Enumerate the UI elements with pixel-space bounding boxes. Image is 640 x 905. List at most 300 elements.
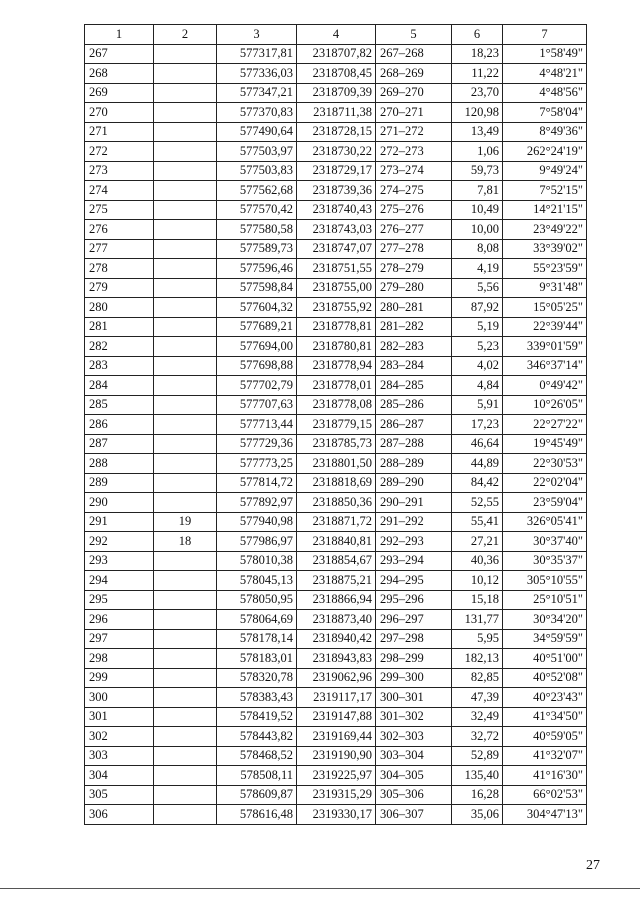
x-coordinate-cell: 578064,69	[217, 610, 297, 630]
point-id-cell: 296	[85, 610, 154, 630]
segment-cell: 290–291	[376, 493, 452, 513]
bearing-cell: 10°26'05"	[503, 395, 587, 415]
marker-cell	[154, 142, 217, 162]
point-id-cell: 268	[85, 64, 154, 84]
segment-cell: 277–278	[376, 239, 452, 259]
length-cell: 4,02	[452, 356, 503, 376]
bearing-cell: 41°16'30"	[503, 766, 587, 786]
x-coordinate-cell: 577589,73	[217, 239, 297, 259]
length-cell: 11,22	[452, 64, 503, 84]
x-coordinate-cell: 577370,83	[217, 103, 297, 123]
segment-cell: 282–283	[376, 337, 452, 357]
length-cell: 55,41	[452, 512, 503, 532]
bearing-cell: 22°02'04"	[503, 473, 587, 493]
segment-cell: 286–287	[376, 415, 452, 435]
y-coordinate-cell: 2318840,81	[297, 532, 376, 552]
y-coordinate-cell: 2318871,72	[297, 512, 376, 532]
length-cell: 135,40	[452, 766, 503, 786]
x-coordinate-cell: 578508,11	[217, 766, 297, 786]
table-row	[85, 454, 587, 474]
column-header: 7	[503, 25, 587, 45]
point-id-cell: 304	[85, 766, 154, 786]
x-coordinate-cell: 577580,58	[217, 220, 297, 240]
marker-cell	[154, 688, 217, 708]
bearing-cell: 34°59'59"	[503, 629, 587, 649]
length-cell: 87,92	[452, 298, 503, 318]
point-id-cell: 270	[85, 103, 154, 123]
marker-cell	[154, 317, 217, 337]
bearing-cell: 305°10'55"	[503, 571, 587, 591]
table-row	[85, 239, 587, 259]
point-id-cell: 283	[85, 356, 154, 376]
marker-cell	[154, 259, 217, 279]
bearing-cell: 40°59'05"	[503, 727, 587, 747]
marker-cell	[154, 200, 217, 220]
segment-cell: 267–268	[376, 44, 452, 64]
table-row	[85, 590, 587, 610]
coordinates-table	[84, 24, 587, 825]
table-row	[85, 688, 587, 708]
marker-cell: 18	[154, 532, 217, 552]
x-coordinate-cell: 577698,88	[217, 356, 297, 376]
marker-cell	[154, 122, 217, 142]
bearing-cell: 22°30'53"	[503, 454, 587, 474]
y-coordinate-cell: 2318785,73	[297, 434, 376, 454]
table-row	[85, 259, 587, 279]
marker-cell	[154, 649, 217, 669]
marker-cell	[154, 103, 217, 123]
length-cell: 52,55	[452, 493, 503, 513]
y-coordinate-cell: 2318778,08	[297, 395, 376, 415]
point-id-cell: 295	[85, 590, 154, 610]
y-coordinate-cell: 2319147,88	[297, 707, 376, 727]
x-coordinate-cell: 577503,83	[217, 161, 297, 181]
x-coordinate-cell: 578320,78	[217, 668, 297, 688]
table-row	[85, 181, 587, 201]
segment-cell: 288–289	[376, 454, 452, 474]
bearing-cell: 4°48'21"	[503, 64, 587, 84]
point-id-cell: 300	[85, 688, 154, 708]
y-coordinate-cell: 2318818,69	[297, 473, 376, 493]
table-row	[85, 649, 587, 669]
segment-cell: 289–290	[376, 473, 452, 493]
x-coordinate-cell: 577570,42	[217, 200, 297, 220]
table-row	[85, 610, 587, 630]
y-coordinate-cell: 2318740,43	[297, 200, 376, 220]
y-coordinate-cell: 2318801,50	[297, 454, 376, 474]
x-coordinate-cell: 577773,25	[217, 454, 297, 474]
point-id-cell: 271	[85, 122, 154, 142]
y-coordinate-cell: 2318780,81	[297, 337, 376, 357]
point-id-cell: 273	[85, 161, 154, 181]
bearing-cell: 66°02'53"	[503, 785, 587, 805]
y-coordinate-cell: 2318866,94	[297, 590, 376, 610]
length-cell: 32,49	[452, 707, 503, 727]
length-cell: 120,98	[452, 103, 503, 123]
segment-cell: 305–306	[376, 785, 452, 805]
segment-cell: 272–273	[376, 142, 452, 162]
x-coordinate-cell: 578010,38	[217, 551, 297, 571]
point-id-cell: 277	[85, 239, 154, 259]
segment-cell: 299–300	[376, 668, 452, 688]
segment-cell: 293–294	[376, 551, 452, 571]
length-cell: 84,42	[452, 473, 503, 493]
length-cell: 13,49	[452, 122, 503, 142]
length-cell: 1,06	[452, 142, 503, 162]
table-row	[85, 493, 587, 513]
y-coordinate-cell: 2318729,17	[297, 161, 376, 181]
point-id-cell: 275	[85, 200, 154, 220]
bearing-cell: 55°23'59"	[503, 259, 587, 279]
y-coordinate-cell: 2318728,15	[297, 122, 376, 142]
bearing-cell: 346°37'14"	[503, 356, 587, 376]
point-id-cell: 280	[85, 298, 154, 318]
x-coordinate-cell: 577814,72	[217, 473, 297, 493]
length-cell: 17,23	[452, 415, 503, 435]
bearing-cell: 40°51'00"	[503, 649, 587, 669]
bearing-cell: 14°21'15"	[503, 200, 587, 220]
marker-cell	[154, 83, 217, 103]
point-id-cell: 290	[85, 493, 154, 513]
segment-cell: 291–292	[376, 512, 452, 532]
marker-cell	[154, 493, 217, 513]
page-number: 27	[586, 858, 600, 873]
bearing-cell: 7°58'04"	[503, 103, 587, 123]
table-row	[85, 707, 587, 727]
x-coordinate-cell: 577490,64	[217, 122, 297, 142]
point-id-cell: 269	[85, 83, 154, 103]
length-cell: 18,23	[452, 44, 503, 64]
point-id-cell: 286	[85, 415, 154, 435]
marker-cell	[154, 785, 217, 805]
length-cell: 5,19	[452, 317, 503, 337]
table-row	[85, 473, 587, 493]
y-coordinate-cell: 2318940,42	[297, 629, 376, 649]
bearing-cell: 23°59'04"	[503, 493, 587, 513]
length-cell: 7,81	[452, 181, 503, 201]
point-id-cell: 306	[85, 805, 154, 825]
y-coordinate-cell: 2318778,94	[297, 356, 376, 376]
length-cell: 27,21	[452, 532, 503, 552]
point-id-cell: 284	[85, 376, 154, 396]
column-header: 6	[452, 25, 503, 45]
segment-cell: 283–284	[376, 356, 452, 376]
table-row	[85, 103, 587, 123]
point-id-cell: 303	[85, 746, 154, 766]
marker-cell	[154, 590, 217, 610]
x-coordinate-cell: 577347,21	[217, 83, 297, 103]
bearing-cell: 22°39'44"	[503, 317, 587, 337]
point-id-cell: 291	[85, 512, 154, 532]
bearing-cell: 326°05'41"	[503, 512, 587, 532]
x-coordinate-cell: 578183,01	[217, 649, 297, 669]
x-coordinate-cell: 577729,36	[217, 434, 297, 454]
segment-cell: 280–281	[376, 298, 452, 318]
point-id-cell: 274	[85, 181, 154, 201]
table-row	[85, 668, 587, 688]
length-cell: 15,18	[452, 590, 503, 610]
x-coordinate-cell: 578045,13	[217, 571, 297, 591]
table-row	[85, 551, 587, 571]
marker-cell: 19	[154, 512, 217, 532]
point-id-cell: 276	[85, 220, 154, 240]
x-coordinate-cell: 577986,97	[217, 532, 297, 552]
y-coordinate-cell: 2318873,40	[297, 610, 376, 630]
marker-cell	[154, 220, 217, 240]
x-coordinate-cell: 577604,32	[217, 298, 297, 318]
bearing-cell: 40°23'43"	[503, 688, 587, 708]
bearing-cell: 7°52'15"	[503, 181, 587, 201]
point-id-cell: 298	[85, 649, 154, 669]
marker-cell	[154, 64, 217, 84]
segment-cell: 301–302	[376, 707, 452, 727]
x-coordinate-cell: 577596,46	[217, 259, 297, 279]
bearing-cell: 30°37'40"	[503, 532, 587, 552]
bearing-cell: 41°32'07"	[503, 746, 587, 766]
marker-cell	[154, 181, 217, 201]
marker-cell	[154, 668, 217, 688]
length-cell: 59,73	[452, 161, 503, 181]
table-row	[85, 571, 587, 591]
table-row	[85, 629, 587, 649]
marker-cell	[154, 629, 217, 649]
bearing-cell: 33°39'02"	[503, 239, 587, 259]
x-coordinate-cell: 578609,87	[217, 785, 297, 805]
table-body	[85, 44, 587, 824]
segment-cell: 300–301	[376, 688, 452, 708]
x-coordinate-cell: 578178,14	[217, 629, 297, 649]
segment-cell: 271–272	[376, 122, 452, 142]
segment-cell: 294–295	[376, 571, 452, 591]
table-row	[85, 337, 587, 357]
marker-cell	[154, 766, 217, 786]
table-row	[85, 356, 587, 376]
marker-cell	[154, 551, 217, 571]
marker-cell	[154, 571, 217, 591]
y-coordinate-cell: 2319169,44	[297, 727, 376, 747]
marker-cell	[154, 376, 217, 396]
x-coordinate-cell: 577562,68	[217, 181, 297, 201]
y-coordinate-cell: 2318730,22	[297, 142, 376, 162]
bearing-cell: 25°10'51"	[503, 590, 587, 610]
length-cell: 5,56	[452, 278, 503, 298]
y-coordinate-cell: 2318854,67	[297, 551, 376, 571]
bearing-cell: 19°45'49"	[503, 434, 587, 454]
bearing-cell: 339°01'59"	[503, 337, 587, 357]
column-header: 3	[217, 25, 297, 45]
point-id-cell: 287	[85, 434, 154, 454]
y-coordinate-cell: 2318709,39	[297, 83, 376, 103]
segment-cell: 284–285	[376, 376, 452, 396]
segment-cell: 274–275	[376, 181, 452, 201]
bearing-cell: 41°34'50"	[503, 707, 587, 727]
y-coordinate-cell: 2318755,00	[297, 278, 376, 298]
segment-cell: 270–271	[376, 103, 452, 123]
point-id-cell: 297	[85, 629, 154, 649]
point-id-cell: 289	[85, 473, 154, 493]
length-cell: 16,28	[452, 785, 503, 805]
bearing-cell: 30°35'37"	[503, 551, 587, 571]
length-cell: 44,89	[452, 454, 503, 474]
segment-cell: 296–297	[376, 610, 452, 630]
y-coordinate-cell: 2318755,92	[297, 298, 376, 318]
marker-cell	[154, 395, 217, 415]
y-coordinate-cell: 2318779,15	[297, 415, 376, 435]
length-cell: 35,06	[452, 805, 503, 825]
marker-cell	[154, 239, 217, 259]
y-coordinate-cell: 2319225,97	[297, 766, 376, 786]
segment-cell: 275–276	[376, 200, 452, 220]
marker-cell	[154, 415, 217, 435]
segment-cell: 281–282	[376, 317, 452, 337]
column-header: 4	[297, 25, 376, 45]
marker-cell	[154, 610, 217, 630]
bearing-cell: 9°49'24"	[503, 161, 587, 181]
length-cell: 10,49	[452, 200, 503, 220]
point-id-cell: 278	[85, 259, 154, 279]
bearing-cell: 9°31'48"	[503, 278, 587, 298]
x-coordinate-cell: 577892,97	[217, 493, 297, 513]
bearing-cell: 0°49'42"	[503, 376, 587, 396]
marker-cell	[154, 727, 217, 747]
y-coordinate-cell: 2319190,90	[297, 746, 376, 766]
marker-cell	[154, 707, 217, 727]
length-cell: 5,91	[452, 395, 503, 415]
table-row	[85, 376, 587, 396]
point-id-cell: 282	[85, 337, 154, 357]
y-coordinate-cell: 2318711,38	[297, 103, 376, 123]
y-coordinate-cell: 2318778,01	[297, 376, 376, 396]
table-row	[85, 83, 587, 103]
table-row	[85, 278, 587, 298]
x-coordinate-cell: 578050,95	[217, 590, 297, 610]
y-coordinate-cell: 2318875,21	[297, 571, 376, 591]
bearing-cell: 40°52'08"	[503, 668, 587, 688]
segment-cell: 295–296	[376, 590, 452, 610]
segment-cell: 304–305	[376, 766, 452, 786]
table-row	[85, 64, 587, 84]
x-coordinate-cell: 577317,81	[217, 44, 297, 64]
bearing-cell: 262°24'19"	[503, 142, 587, 162]
segment-cell: 297–298	[376, 629, 452, 649]
marker-cell	[154, 473, 217, 493]
bearing-cell: 15°05'25"	[503, 298, 587, 318]
table-row	[85, 727, 587, 747]
point-id-cell: 305	[85, 785, 154, 805]
marker-cell	[154, 337, 217, 357]
y-coordinate-cell: 2319062,96	[297, 668, 376, 688]
table-row	[85, 805, 587, 825]
column-header: 5	[376, 25, 452, 45]
segment-cell: 302–303	[376, 727, 452, 747]
footer-divider	[0, 888, 640, 889]
x-coordinate-cell: 577689,21	[217, 317, 297, 337]
point-id-cell: 299	[85, 668, 154, 688]
table-row	[85, 415, 587, 435]
length-cell: 182,13	[452, 649, 503, 669]
table-row	[85, 200, 587, 220]
segment-cell: 268–269	[376, 64, 452, 84]
point-id-cell: 279	[85, 278, 154, 298]
table-row	[85, 766, 587, 786]
y-coordinate-cell: 2318850,36	[297, 493, 376, 513]
segment-cell: 269–270	[376, 83, 452, 103]
x-coordinate-cell: 578443,82	[217, 727, 297, 747]
point-id-cell: 288	[85, 454, 154, 474]
point-id-cell: 292	[85, 532, 154, 552]
length-cell: 32,72	[452, 727, 503, 747]
segment-cell: 273–274	[376, 161, 452, 181]
y-coordinate-cell: 2318708,45	[297, 64, 376, 84]
table-row	[85, 785, 587, 805]
point-id-cell: 267	[85, 44, 154, 64]
length-cell: 4,84	[452, 376, 503, 396]
bearing-cell: 30°34'20"	[503, 610, 587, 630]
marker-cell	[154, 298, 217, 318]
marker-cell	[154, 746, 217, 766]
x-coordinate-cell: 577940,98	[217, 512, 297, 532]
segment-cell: 306–307	[376, 805, 452, 825]
x-coordinate-cell: 577336,03	[217, 64, 297, 84]
segment-cell: 287–288	[376, 434, 452, 454]
bearing-cell: 1°58'49"	[503, 44, 587, 64]
segment-cell: 303–304	[376, 746, 452, 766]
x-coordinate-cell: 578383,43	[217, 688, 297, 708]
marker-cell	[154, 278, 217, 298]
y-coordinate-cell: 2319330,17	[297, 805, 376, 825]
table-row	[85, 161, 587, 181]
length-cell: 5,23	[452, 337, 503, 357]
point-id-cell: 281	[85, 317, 154, 337]
x-coordinate-cell: 578468,52	[217, 746, 297, 766]
marker-cell	[154, 44, 217, 64]
marker-cell	[154, 356, 217, 376]
y-coordinate-cell: 2318707,82	[297, 44, 376, 64]
bearing-cell: 8°49'36"	[503, 122, 587, 142]
point-id-cell: 293	[85, 551, 154, 571]
column-header: 2	[154, 25, 217, 45]
table-row	[85, 746, 587, 766]
table-row	[85, 220, 587, 240]
table-row	[85, 317, 587, 337]
length-cell: 5,95	[452, 629, 503, 649]
x-coordinate-cell: 578419,52	[217, 707, 297, 727]
y-coordinate-cell: 2318943,83	[297, 649, 376, 669]
y-coordinate-cell: 2319315,29	[297, 785, 376, 805]
segment-cell: 298–299	[376, 649, 452, 669]
segment-cell: 285–286	[376, 395, 452, 415]
y-coordinate-cell: 2318747,07	[297, 239, 376, 259]
segment-cell: 279–280	[376, 278, 452, 298]
segment-cell: 278–279	[376, 259, 452, 279]
table-row	[85, 434, 587, 454]
length-cell: 4,19	[452, 259, 503, 279]
y-coordinate-cell: 2318751,55	[297, 259, 376, 279]
table-row	[85, 532, 587, 552]
length-cell: 40,36	[452, 551, 503, 571]
length-cell: 8,08	[452, 239, 503, 259]
marker-cell	[154, 805, 217, 825]
point-id-cell: 272	[85, 142, 154, 162]
point-id-cell: 302	[85, 727, 154, 747]
y-coordinate-cell: 2318739,36	[297, 181, 376, 201]
x-coordinate-cell: 577598,84	[217, 278, 297, 298]
table-header-row	[85, 25, 587, 45]
length-cell: 47,39	[452, 688, 503, 708]
y-coordinate-cell: 2319117,17	[297, 688, 376, 708]
bearing-cell: 22°27'22"	[503, 415, 587, 435]
point-id-cell: 294	[85, 571, 154, 591]
